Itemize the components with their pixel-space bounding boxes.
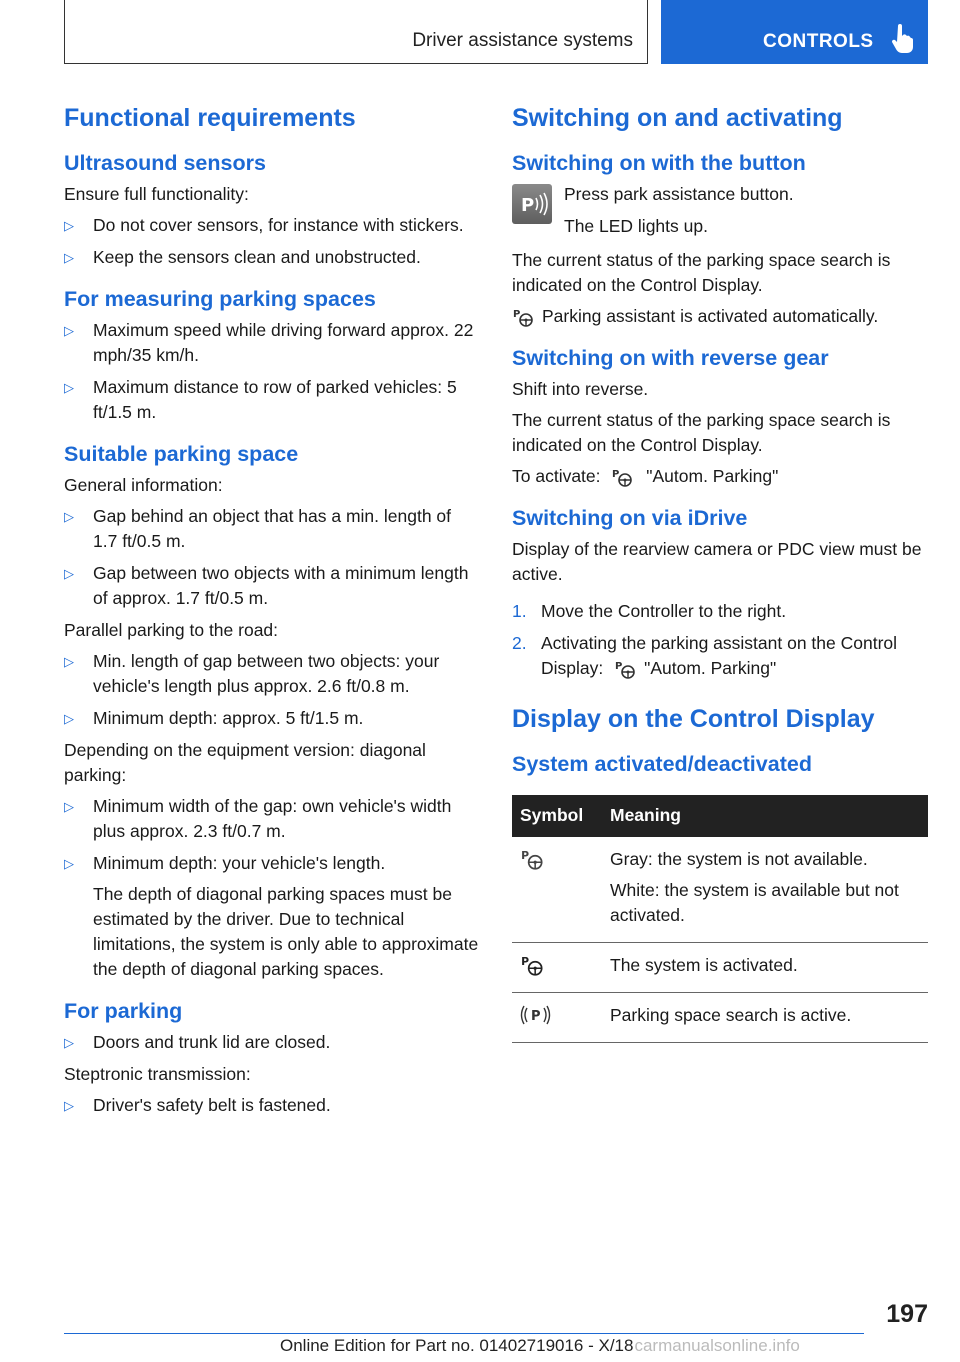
triangle-bullet-icon: ▷	[64, 250, 74, 265]
reverse-line2: The current status of the parking space search is indicated on the Control Display.	[512, 410, 891, 455]
button-line1: Press park assistance button.	[564, 184, 794, 204]
list-item: 2. Activating the parking assistant on the Control Display: P "Autom. Parking"	[512, 631, 928, 681]
list-item: ▷ Gap behind an object that has a min. length of 1.7 ft/0.5 m.	[64, 506, 452, 551]
list-item: 1. Move the Controller to the right.	[512, 601, 787, 621]
triangle-bullet-icon: ▷	[64, 509, 74, 524]
list-item: ▷ Min. length of gap between two objects: your vehicle's length plus approx. 2.6 ft/0.8 m.	[64, 651, 440, 696]
diagonal-note: The depth of diagonal parking spaces must be estimated by the driver. Due to technical limitations, the system is only able to approximate the depth of diagonal parking spaces.	[93, 884, 479, 979]
svg-text:P: P	[531, 1009, 541, 1024]
parallel-list	[64, 649, 480, 731]
svg-text:P: P	[521, 849, 530, 862]
parking-assistant-active-icon	[520, 953, 546, 977]
button-instruction	[512, 182, 928, 242]
status-text: The current status of the parking space search is indicated on the Control Display.	[512, 250, 891, 295]
table-row: P Parking space search is active.	[512, 993, 928, 1043]
triangle-bullet-icon: ▷	[64, 654, 74, 669]
list-item: ▷ Minimum depth: your vehicle's length. The depth of diagonal parking spaces must be estimated by the driver. Due to technical limitations, the system is only able to approximate the depth of diagonal parking spaces.	[64, 851, 480, 982]
auto-activation: P Parking assistant is activated automatically.	[512, 304, 928, 329]
reverse-line1: Shift into reverse.	[512, 379, 649, 399]
activate-line: To activate: P "Autom. Parking"	[512, 464, 928, 489]
svg-text:P: P	[521, 195, 535, 216]
list-item: ▷ Minimum depth: approx. 5 ft/1.5 m.	[64, 706, 480, 731]
heading-idrive: Switching on via iDrive	[512, 506, 748, 530]
heading-functional-requirements: Functional requirements	[64, 104, 356, 132]
parallel-intro: Parallel parking to the road:	[64, 620, 279, 640]
park-assist-button-icon	[512, 184, 552, 224]
heading-measuring-parking-spaces: For measuring parking spaces	[64, 287, 376, 311]
list-item: ▷ Do not cover sensors, for instance with stickers.	[64, 213, 480, 238]
parking-assistant-gray-icon	[520, 847, 546, 871]
button-line2: The LED lights up.	[564, 216, 708, 236]
heading-ultrasound-sensors: Ultrasound sensors	[64, 151, 266, 175]
ultrasound-intro: Ensure full functionality:	[64, 184, 249, 204]
parking-space-search-icon	[520, 1003, 554, 1027]
table-row: P Gray: the system is not available. White: the system is available but not activated.	[512, 837, 928, 943]
triangle-bullet-icon: ▷	[64, 566, 74, 581]
triangle-bullet-icon: ▷	[64, 380, 74, 395]
page-header	[64, 0, 928, 66]
heading-for-parking: For parking	[64, 999, 183, 1023]
general-intro: General information:	[64, 475, 223, 495]
parking-assistant-icon	[611, 466, 635, 488]
triangle-bullet-icon: ▷	[64, 323, 74, 338]
footer-edition: Online Edition for Part no. 01402719016 - X/18carmanualsonline.info	[280, 1336, 800, 1355]
section-tab	[64, 0, 648, 64]
heading-suitable-parking-space: Suitable parking space	[64, 442, 299, 466]
parking-list	[64, 1030, 480, 1055]
heading-system-activated: System activated/deactivated	[512, 752, 812, 776]
svg-text:P: P	[521, 955, 530, 968]
svg-text:P: P	[513, 309, 521, 321]
list-item: ▷ Doors and trunk lid are closed.	[64, 1030, 480, 1055]
steptronic-intro: Steptronic transmission:	[64, 1064, 251, 1084]
ultrasound-list	[64, 213, 480, 270]
table-header	[512, 795, 928, 837]
triangle-bullet-icon: ▷	[64, 856, 74, 871]
parking-assistant-icon	[614, 658, 638, 680]
heading-switching-on-activating: Switching on and activating	[512, 104, 843, 132]
symbol-table	[512, 795, 928, 1043]
steptronic-list	[64, 1093, 480, 1118]
diagonal-intro: Depending on the equipment version: diagonal parking:	[64, 740, 426, 785]
chapter-tab	[661, 0, 928, 64]
col-symbol: Symbol	[512, 795, 602, 837]
parking-assistant-icon	[512, 306, 536, 328]
triangle-bullet-icon: ▷	[64, 711, 74, 726]
triangle-bullet-icon: ▷	[64, 1035, 74, 1050]
idrive-steps	[512, 599, 928, 681]
heading-switching-button: Switching on with the button	[512, 151, 806, 175]
triangle-bullet-icon: ▷	[64, 218, 74, 233]
idrive-intro: Display of the rearview camera or PDC view must be active.	[512, 539, 922, 584]
section-title: Driver assistance systems	[412, 30, 633, 51]
general-list	[64, 504, 480, 611]
watermark: carmanualsonline.info	[634, 1336, 800, 1355]
list-item: ▷ Gap between two objects with a minimum length of approx. 1.7 ft/0.5 m.	[64, 563, 469, 608]
right-column	[512, 100, 928, 1043]
heading-display-control: Display on the Control Display	[512, 705, 875, 733]
col-meaning: Meaning	[602, 795, 928, 837]
footer-divider	[64, 1333, 864, 1334]
list-item: ▷ Maximum speed while driving forward approx. 22 mph/35 km/h.	[64, 320, 474, 365]
svg-text:P: P	[612, 469, 620, 481]
list-item: ▷ Driver's safety belt is fastened.	[64, 1093, 480, 1118]
left-column	[64, 100, 480, 1125]
list-item: ▷ Keep the sensors clean and unobstructed.	[64, 245, 480, 270]
table-row: P The system is activated.	[512, 943, 928, 993]
measuring-list	[64, 318, 480, 425]
chapter-title: CONTROLS	[763, 31, 874, 52]
list-item: ▷ Maximum distance to row of parked vehicles: 5 ft/1.5 m.	[64, 377, 457, 422]
triangle-bullet-icon: ▷	[64, 799, 74, 814]
list-item: ▷ Minimum width of the gap: own vehicle's width plus approx. 2.3 ft/0.7 m.	[64, 796, 452, 841]
hand-pointer-icon	[891, 24, 913, 54]
page-number: 197	[886, 1300, 928, 1328]
diagonal-list	[64, 794, 480, 982]
heading-reverse-gear: Switching on with reverse gear	[512, 346, 829, 370]
svg-text:P: P	[615, 661, 623, 673]
triangle-bullet-icon: ▷	[64, 1098, 74, 1113]
